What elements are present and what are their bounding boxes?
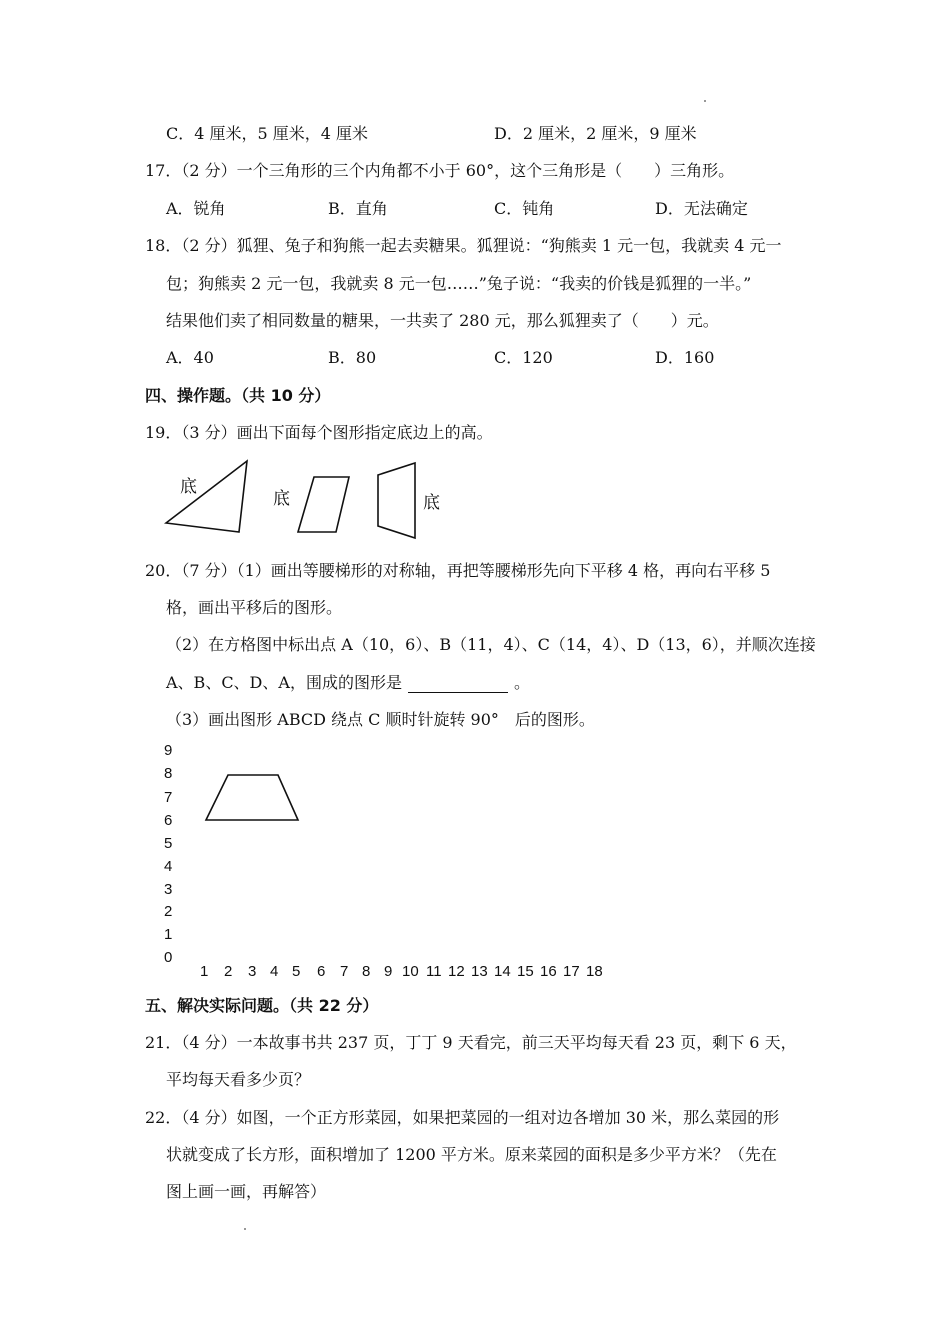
q17-stem: 17．（2 分）一个三角形的三个内角都不小于 60°，这个三角形是（ ）三角形。 <box>145 161 735 180</box>
y-label-4: 4 <box>164 858 173 875</box>
q20-line1: 20．（7 分）（1）画出等腰梯形的对称轴，再把等腰梯形先向下平移 4 格，再向右平移 5 <box>145 561 771 580</box>
q22-line3: 图上画一画，再解答） <box>166 1182 327 1201</box>
q20-part2-line2 <box>166 673 530 693</box>
q22-line2: 状就变成了长方形，面积增加了 1200 平方米。原来菜园的面积是多少平方米？（先在 <box>166 1145 777 1164</box>
q20-line2: 格，画出平移后的图形。 <box>166 598 343 617</box>
q16-option-d: D．2 厘米，2 厘米，9 厘米 <box>494 124 697 143</box>
x-label-8: 8 <box>362 963 371 980</box>
x-label-4: 4 <box>270 963 279 980</box>
section5-title: 五、解决实际问题。（共 22 分） <box>145 996 379 1015</box>
q19-triangle <box>166 461 247 532</box>
x-label-12: 12 <box>448 963 465 980</box>
y-label-6: 6 <box>164 812 173 829</box>
q20-part2-line2-text: A、B、C、D、A，围成的图形是 <box>166 673 402 692</box>
q22-line1: 22．（4 分）如图，一个正方形菜园，如果把菜园的一组对边各增加 30 米，那么菜园的形 <box>145 1108 780 1127</box>
q18-line2: 包；狗熊卖 2 元一包，我就卖 8 元一包……”兔子说：“我卖的价钱是狐狸的一半。” <box>166 274 752 293</box>
q21-line2: 平均每天看多少页？ <box>166 1070 311 1089</box>
y-label-9: 9 <box>164 742 173 759</box>
x-label-18: 18 <box>586 963 603 980</box>
q19-figures <box>150 455 470 545</box>
y-label-1: 1 <box>164 926 173 943</box>
q18-option-d: D．160 <box>655 348 715 367</box>
x-label-15: 15 <box>517 963 534 980</box>
q17-option-b: B．直角 <box>328 199 388 218</box>
x-label-3: 3 <box>248 963 257 980</box>
section4-title: 四、操作题。（共 10 分） <box>145 386 331 405</box>
x-label-17: 17 <box>563 963 580 980</box>
x-label-6: 6 <box>317 963 326 980</box>
x-label-14: 14 <box>494 963 511 980</box>
x-label-7: 7 <box>340 963 349 980</box>
trapezoid-shape <box>206 775 298 820</box>
q18-option-a: A．40 <box>166 348 214 367</box>
y-label-8: 8 <box>164 765 173 782</box>
y-label-2: 2 <box>164 903 173 920</box>
q17-option-d: D．无法确定 <box>655 199 748 218</box>
q20-isosceles-trapezoid <box>200 770 310 825</box>
q20-part2-period: 。 <box>513 673 530 692</box>
x-label-16: 16 <box>540 963 557 980</box>
stray-dot-bottom <box>244 1228 246 1230</box>
x-label-1: 1 <box>200 963 209 980</box>
q20-part2-line1: （2）在方格图中标出点 A（10，6）、B（11，4）、C（14，4）、D（13，6），并顺次连接 <box>166 635 816 654</box>
q18-option-b: B．80 <box>328 348 377 367</box>
stray-dot <box>704 100 706 102</box>
q20-part3: （3）画出图形 ABCD 绕点 C 顺时针旋转 90° 后的图形。 <box>166 710 595 729</box>
q21-line1: 21．（4 分）一本故事书共 237 页，丁丁 9 天看完，前三天平均每天看 23 页，剩下 6 天， <box>145 1033 797 1052</box>
q18-line3: 结果他们卖了相同数量的糖果，一共卖了 280 元，那么狐狸卖了（ ）元。 <box>166 311 719 330</box>
x-label-9: 9 <box>384 963 393 980</box>
y-label-5: 5 <box>164 835 173 852</box>
q19-triangle-base-label: 底 <box>180 477 197 497</box>
q17-option-a: A．锐角 <box>166 199 226 218</box>
q19-parallelogram-base-label: 底 <box>273 489 290 509</box>
x-label-2: 2 <box>224 963 233 980</box>
q17-option-c: C．钝角 <box>494 199 555 218</box>
x-label-10: 10 <box>402 963 419 980</box>
y-label-0: 0 <box>164 949 173 966</box>
q19-parallelogram <box>298 477 349 532</box>
x-label-11: 11 <box>426 963 442 980</box>
q16-option-c: C．4 厘米，5 厘米，4 厘米 <box>166 124 369 143</box>
q19-trapezoid-base-label: 底 <box>423 493 440 513</box>
q19-trapezoid <box>378 463 415 538</box>
q19-stem: 19．（3 分）画出下面每个图形指定底边上的高。 <box>145 423 493 442</box>
x-label-13: 13 <box>471 963 488 980</box>
q18-option-c: C．120 <box>494 348 553 367</box>
y-label-3: 3 <box>164 881 173 898</box>
y-label-7: 7 <box>164 789 173 806</box>
x-label-5: 5 <box>292 963 301 980</box>
q18-line1: 18．（2 分）狐狸、兔子和狗熊一起去卖糖果。狐狸说：“狗熊卖 1 元一包，我就卖 4 元一 <box>145 236 782 255</box>
answer-blank[interactable] <box>408 676 508 693</box>
